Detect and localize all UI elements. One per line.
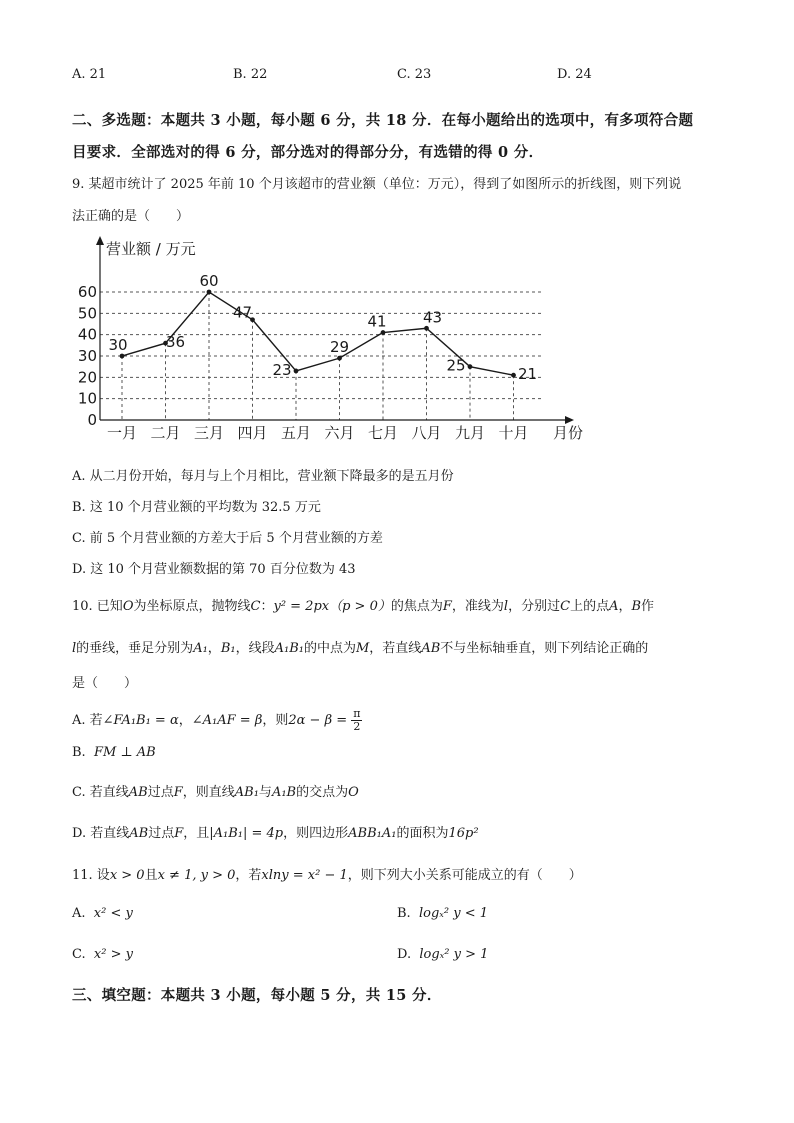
q11-option-a: A. x² < y (72, 906, 133, 921)
q8-option-b: B. 22 (233, 67, 268, 82)
q11-option-c: C. x² > y (72, 947, 133, 962)
q10-option-c: C. 若直线AB过点F，则直线AB₁与A₁B的交点为O (72, 785, 359, 800)
q8-option-c: C. 23 (397, 67, 432, 82)
q10-option-a: A. 若∠FA₁B₁ = α，∠A₁AF = β，则2α − β = $\frac{\pi}{2}$ (72, 707, 361, 733)
data-point (468, 364, 473, 369)
x-tick-label: 六月 (324, 424, 355, 442)
x-tick-label: 十月 (498, 424, 529, 442)
y-tick-label: 20 (78, 368, 97, 387)
q10-stem-line3: 是（ ） (72, 676, 138, 691)
section2-header-line2: 目要求．全部选对的得 6 分，部分选对的得部分分，有选错的得 0 分． (72, 144, 544, 161)
q9-option-d: D. 这 10 个月营业额数据的第 70 百分位数为 43 (72, 562, 356, 577)
q10-stem-line1: 10. 已知O为坐标原点，抛物线C：y² = 2px（p > 0）的焦点为F，准线为l，分别过C上的点A，B作 (72, 599, 655, 614)
pi-over-2-fraction: $\frac{\pi}{2}$ (353, 707, 361, 733)
q10-option-d: D. 若直线AB过点F，且|A₁B₁| = 4p，则四边形ABB₁A₁的面积为16p² (72, 826, 479, 841)
data-point (511, 373, 516, 378)
x-tick-label: 五月 (280, 424, 312, 442)
data-point (294, 369, 299, 374)
data-label: 60 (199, 272, 219, 290)
chart-grid (100, 292, 543, 420)
q11-option-d: D. logₓ² y > 1 (397, 947, 489, 962)
x-tick-label: 三月 (193, 424, 225, 442)
data-label: 25 (446, 356, 466, 375)
x-tick-label: 一月 (106, 424, 138, 442)
y-tick-label: 0 (87, 411, 97, 429)
y-tick-label: 10 (78, 389, 97, 408)
x-tick-label: 八月 (411, 424, 442, 442)
data-point (207, 290, 212, 295)
x-tick-label: 九月 (454, 424, 486, 442)
chart-axes (96, 236, 574, 424)
data-point (381, 330, 386, 335)
y-tick-label: 60 (78, 283, 97, 301)
q9-option-c: C. 前 5 个月营业额的方差大于后 5 个月营业额的方差 (72, 531, 383, 546)
y-tick-label: 50 (78, 304, 97, 323)
data-point (424, 326, 429, 331)
data-label: 23 (272, 360, 292, 379)
x-tick-label: 七月 (367, 424, 399, 442)
x-axis-label: 月份 (553, 424, 584, 442)
q9-stem-line2: 法正确的是（ ） (72, 209, 190, 224)
y-axis-label: 营业额 / 万元 (106, 240, 196, 258)
section3-header: 三、填空题：本题共 3 小题，每小题 5 分，共 15 分． (72, 987, 442, 1004)
data-label: 29 (329, 338, 350, 357)
q10-stem-line2: l的垂线，垂足分别为A₁，B₁，线段A₁B₁的中点为M，若直线AB不与坐标轴垂直，则下列结论正确的 (72, 641, 649, 656)
data-label: 30 (108, 336, 128, 354)
x-axis-arrow (565, 416, 574, 424)
q9-stem-line1: 9. 某超市统计了 2025 年前 10 个月该超市的营业额（单位：万元），得到了如图所示的折线图，则下列说 (72, 177, 682, 192)
y-axis-arrow (96, 236, 104, 245)
data-label: 47 (232, 303, 253, 322)
data-label: 43 (422, 308, 443, 327)
data-point (337, 356, 342, 361)
q8-option-d: D. 24 (557, 67, 592, 82)
q11-stem: 11. 设x > 0且x ≠ 1, y > 0，若xlny = x² − 1，则下列大小关系可能成立的有（ ） (72, 868, 582, 883)
data-label: 21 (517, 365, 538, 384)
q9-option-a: A. 从二月份开始，每月与上个月相比，营业额下降最多的是五月份 (72, 469, 454, 484)
q9-option-b: B. 这 10 个月营业额的平均数为 32.5 万元 (72, 500, 321, 515)
data-label: 41 (367, 312, 387, 331)
x-tick-label: 二月 (150, 424, 181, 442)
y-tick-label: 40 (78, 325, 97, 344)
q9-line-chart (78, 232, 618, 444)
q8-option-a: A. 21 (72, 67, 107, 82)
q10-option-b: B. FM ⊥ AB (72, 745, 156, 760)
q11-option-b: B. logₓ² y < 1 (397, 906, 488, 921)
y-tick-label: 30 (78, 347, 97, 365)
data-label: 36 (165, 333, 186, 352)
x-tick-label: 四月 (237, 424, 268, 442)
data-point (120, 354, 125, 359)
section2-header-line1: 二、多选题：本题共 3 小题，每小题 6 分，共 18 分．在每小题给出的选项中，有多项符合题 (72, 112, 694, 129)
